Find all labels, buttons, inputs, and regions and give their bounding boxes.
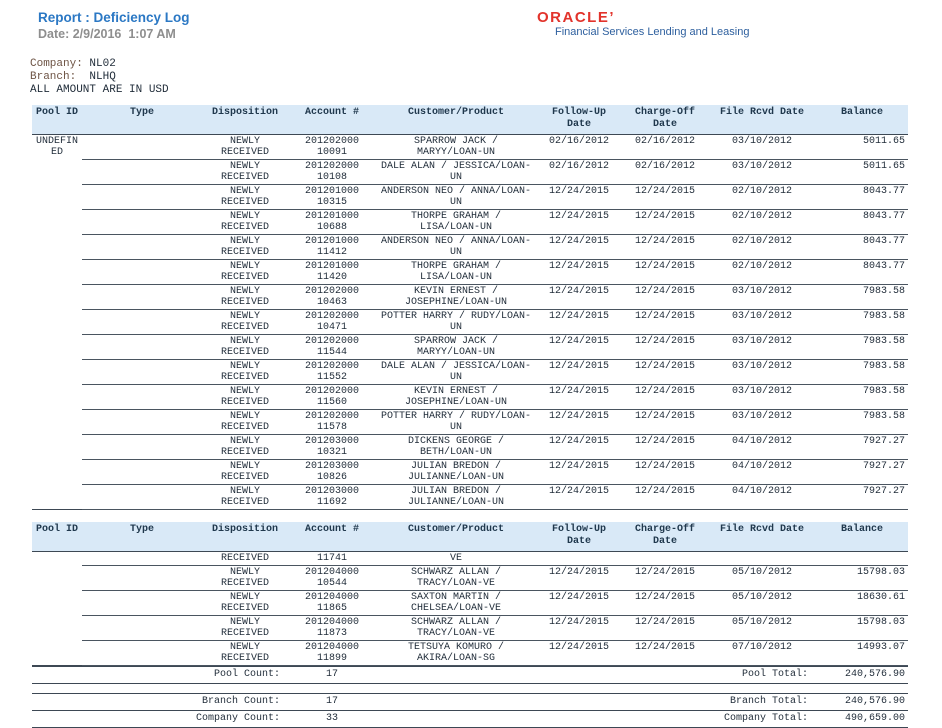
disposition-cell: NEWLY RECEIVED [202, 135, 288, 160]
table-row [32, 210, 908, 235]
table-row [32, 360, 908, 385]
account-cell [288, 260, 376, 285]
customer-product-cell: ANDERSON NEO / ANNA/LOAN-UN [376, 235, 536, 260]
account-line-2: 11899 [316, 653, 347, 664]
account-cell [288, 591, 376, 616]
type-cell [82, 485, 202, 510]
account-line-1: 201201000 [304, 236, 359, 247]
table-row [32, 285, 908, 310]
balance-cell: 8043.77 [816, 235, 908, 260]
company-total-label: Company Total: [724, 713, 809, 724]
charge-off-date-cell: 12/24/2015 [622, 260, 708, 285]
customer-product-cell: ANDERSON NEO / ANNA/LOAN-UN [376, 185, 536, 210]
account-cell [288, 285, 376, 310]
charge-off-date-cell: 12/24/2015 [622, 335, 708, 360]
account-cell [288, 310, 376, 335]
company-value [83, 58, 116, 70]
balance-cell: 8043.77 [816, 210, 908, 235]
balance-cell: 7983.58 [816, 410, 908, 435]
account-cell [288, 210, 376, 235]
pool-id-cell: UNDEFINED [35, 136, 78, 158]
customer-product-cell: JULIAN BREDON / JULIANNE/LOAN-UN [376, 460, 536, 485]
disposition-cell: NEWLY RECEIVED [202, 385, 288, 410]
follow-up-date-cell: 12/24/2015 [536, 285, 622, 310]
pool-id-cell [32, 591, 82, 616]
account-line-2: 10315 [316, 197, 347, 208]
type-cell [82, 641, 202, 666]
file-rcvd-date-cell: 03/10/2012 [708, 135, 816, 160]
column-header-balance: Balance [816, 522, 908, 552]
file-rcvd-date-cell: 03/10/2012 [708, 335, 816, 360]
account-line-2: 10826 [316, 472, 347, 483]
follow-up-date-cell: 12/24/2015 [536, 360, 622, 385]
amounts-note: ALL AMOUNT ARE IN USD [30, 84, 169, 96]
pool-id-cell [32, 435, 82, 460]
charge-off-date-cell: 12/24/2015 [622, 485, 708, 510]
branch-count-label: Branch Count: [32, 694, 288, 711]
branch-value-text: NLHQ [89, 71, 116, 83]
account-line-2: 11420 [316, 272, 347, 283]
company-label: Company: [30, 58, 83, 70]
file-rcvd-date-cell: 02/10/2012 [708, 210, 816, 235]
follow-up-date-cell: 12/24/2015 [536, 435, 622, 460]
file-rcvd-date-cell: 04/10/2012 [708, 485, 816, 510]
charge-off-date-cell: 12/24/2015 [622, 235, 708, 260]
balance-cell: 7983.58 [816, 385, 908, 410]
charge-off-date-cell: 12/24/2015 [622, 641, 708, 666]
disposition-cell: NEWLY RECEIVED [202, 260, 288, 285]
column-header-disposition: Disposition [202, 522, 288, 552]
deficiency-table-page-1 [32, 105, 908, 510]
charge-off-date-cell: 12/24/2015 [622, 566, 708, 591]
branch-value [76, 71, 116, 83]
balance-cell: 7927.27 [816, 485, 908, 510]
balance-cell: 7927.27 [816, 460, 908, 485]
account-line-1: 201202000 [304, 286, 359, 297]
type-cell [82, 135, 202, 160]
file-rcvd-date-cell: 03/10/2012 [708, 285, 816, 310]
oracle-logo: ORACLE’ [537, 9, 615, 26]
file-rcvd-date-cell: 04/10/2012 [708, 460, 816, 485]
table-header-row [32, 522, 908, 552]
oracle-tagline: Financial Services Lending and Leasing [555, 26, 750, 38]
follow-up-date-cell: 12/24/2015 [536, 385, 622, 410]
account-line-2: 11865 [316, 603, 347, 614]
customer-product-cell: DICKENS GEORGE / BETH/LOAN-UN [376, 435, 536, 460]
disposition-cell: NEWLY RECEIVED [202, 435, 288, 460]
charge-off-date-cell: 12/24/2015 [622, 616, 708, 641]
charge-off-date-cell: 12/24/2015 [622, 360, 708, 385]
follow-up-date-cell: 12/24/2015 [536, 260, 622, 285]
pool-total-value: 240,576.90 [845, 669, 906, 680]
disposition-cell: NEWLY RECEIVED [202, 210, 288, 235]
column-header-file-rcvd-date: File Rcvd Date [708, 105, 816, 135]
customer-product-cell: KEVIN ERNEST / JOSEPHINE/LOAN-UN [376, 385, 536, 410]
report-title: Report : Deficiency Log [38, 10, 190, 25]
charge-off-date-cell: 12/24/2015 [622, 285, 708, 310]
file-rcvd-date-cell: 03/10/2012 [708, 410, 816, 435]
type-cell [82, 285, 202, 310]
balance-cell: 14993.07 [816, 641, 908, 666]
customer-product-cell: SPARROW JACK / MARYY/LOAN-UN [376, 335, 536, 360]
charge-off-date-cell: 12/24/2015 [622, 210, 708, 235]
type-cell [82, 552, 202, 566]
disposition-cell: NEWLY RECEIVED [202, 410, 288, 435]
account-cell [288, 185, 376, 210]
table-header-row [32, 105, 908, 135]
account-cell [288, 385, 376, 410]
account-cell [288, 235, 376, 260]
account-line-2: 11560 [316, 397, 347, 408]
disposition-cell: NEWLY RECEIVED [202, 310, 288, 335]
account-line-2: 10471 [316, 322, 347, 333]
pool-total-label: Pool Total: [742, 669, 809, 680]
column-header-follow-up-date: Follow-Up Date [536, 105, 622, 135]
branch-total-label: Branch Total: [376, 694, 816, 711]
customer-product-cell: POTTER HARRY / RUDY/LOAN-UN [376, 410, 536, 435]
account-line-1: 11741 [316, 553, 347, 564]
follow-up-date-cell: 12/24/2015 [536, 185, 622, 210]
branch-total-line [32, 694, 908, 711]
account-line-2: 11692 [316, 497, 347, 508]
pool-totals-row [32, 666, 908, 684]
customer-product-cell: TETSUYA KOMURO / AKIRA/LOAN-SG [376, 641, 536, 666]
column-header-account-number: Account # [288, 522, 376, 552]
follow-up-date-cell: 12/24/2015 [536, 210, 622, 235]
account-line-1: 201203000 [304, 461, 359, 472]
disposition-cell: NEWLY RECEIVED [202, 641, 288, 666]
file-rcvd-date-cell [708, 552, 816, 566]
pool-id-cell [32, 160, 82, 185]
account-line-2: 11578 [316, 422, 347, 433]
balance-cell: 7927.27 [816, 435, 908, 460]
file-rcvd-date-cell: 02/10/2012 [708, 235, 816, 260]
company-total-line [32, 711, 908, 728]
disposition-cell: NEWLY RECEIVED [202, 335, 288, 360]
charge-off-date-cell: 12/24/2015 [622, 310, 708, 335]
account-line-2: 11552 [316, 372, 347, 383]
disposition-cell: NEWLY RECEIVED [202, 485, 288, 510]
follow-up-date-cell: 02/16/2012 [536, 135, 622, 160]
column-header-customer-product: Customer/Product [376, 105, 536, 135]
account-line-2: 10463 [316, 297, 347, 308]
company-count-value: 33 [326, 713, 339, 724]
balance-cell: 7983.58 [816, 285, 908, 310]
follow-up-date-cell: 12/24/2015 [536, 335, 622, 360]
pool-count-value: 17 [326, 669, 339, 680]
charge-off-date-cell: 12/24/2015 [622, 185, 708, 210]
account-line-1: 201202000 [304, 136, 359, 147]
table-row [32, 616, 908, 641]
account-line-1: 201203000 [304, 486, 359, 497]
pool-id-cell [32, 235, 82, 260]
pool-id-cell [32, 385, 82, 410]
follow-up-date-cell: 12/24/2015 [536, 591, 622, 616]
balance-cell: 15798.03 [816, 566, 908, 591]
account-line-1: 201202000 [304, 411, 359, 422]
column-header-pool-id: Pool ID [32, 522, 82, 552]
file-rcvd-date-cell: 05/10/2012 [708, 616, 816, 641]
disposition-cell: NEWLY RECEIVED [202, 360, 288, 385]
balance-cell: 8043.77 [816, 185, 908, 210]
table-row [32, 385, 908, 410]
follow-up-date-cell: 12/24/2015 [536, 410, 622, 435]
customer-product-cell: SCHWARZ ALLAN / TRACY/LOAN-VE [376, 566, 536, 591]
follow-up-date-cell: 12/24/2015 [536, 566, 622, 591]
follow-up-date-cell: 12/24/2015 [536, 235, 622, 260]
table-row [32, 591, 908, 616]
company-count-label: Company Count: [196, 713, 281, 724]
balance-cell: 7983.58 [816, 335, 908, 360]
customer-product-cell: POTTER HARRY / RUDY/LOAN-UN [376, 310, 536, 335]
type-cell [82, 410, 202, 435]
disposition-cell: NEWLY RECEIVED [202, 460, 288, 485]
follow-up-date-cell: 02/16/2012 [536, 160, 622, 185]
table-row [32, 260, 908, 285]
disposition-cell: NEWLY RECEIVED [202, 616, 288, 641]
report-date: Date: 2/9/2016 1:07 AM [38, 27, 176, 41]
type-cell [82, 185, 202, 210]
account-line-2: 10321 [316, 447, 347, 458]
customer-product-cell: DALE ALAN / JESSICA/LOAN-UN [376, 160, 536, 185]
disposition-cell: NEWLY RECEIVED [202, 235, 288, 260]
account-line-1: 201201000 [304, 186, 359, 197]
column-header-disposition: Disposition [202, 105, 288, 135]
balance-cell: 15798.03 [816, 616, 908, 641]
company-info [30, 58, 942, 97]
type-cell [82, 260, 202, 285]
file-rcvd-date-cell: 07/10/2012 [708, 641, 816, 666]
table-row [32, 410, 908, 435]
type-cell [82, 310, 202, 335]
pool-id-cell [32, 460, 82, 485]
file-rcvd-date-cell: 04/10/2012 [708, 435, 816, 460]
charge-off-date-cell: 12/24/2015 [622, 435, 708, 460]
type-cell [82, 210, 202, 235]
table-row [32, 335, 908, 360]
file-rcvd-date-cell: 05/10/2012 [708, 566, 816, 591]
table-row [32, 485, 908, 510]
pool-id-cell [32, 410, 82, 435]
balance-cell [816, 552, 908, 566]
account-cell [288, 135, 376, 160]
type-cell [82, 566, 202, 591]
pool-id-cell [32, 335, 82, 360]
table-row [32, 566, 908, 591]
balance-cell: 8043.77 [816, 260, 908, 285]
account-line-1: 201202000 [304, 361, 359, 372]
column-header-pool-id: Pool ID [32, 105, 82, 135]
disposition-cell: NEWLY RECEIVED [202, 185, 288, 210]
follow-up-date-cell: 12/24/2015 [536, 641, 622, 666]
branch-count-value: 17 [288, 694, 376, 711]
brand-block [537, 9, 749, 38]
account-cell [288, 616, 376, 641]
column-header-type: Type [82, 522, 202, 552]
customer-product-cell: VE [376, 552, 536, 566]
account-cell [288, 160, 376, 185]
charge-off-date-cell [622, 552, 708, 566]
balance-cell: 7983.58 [816, 310, 908, 335]
follow-up-date-cell: 12/24/2015 [536, 310, 622, 335]
pool-id-cell [32, 552, 82, 566]
charge-off-date-cell: 12/24/2015 [622, 591, 708, 616]
account-line-2: 11873 [316, 628, 347, 639]
pool-id-cell [32, 485, 82, 510]
customer-product-cell: SPARROW JACK / MARYY/LOAN-UN [376, 135, 536, 160]
type-cell [82, 435, 202, 460]
company-line [30, 58, 942, 71]
disposition-cell: NEWLY RECEIVED [202, 566, 288, 591]
pool-id-cell [32, 260, 82, 285]
account-cell [288, 410, 376, 435]
account-line-1: 201201000 [304, 211, 359, 222]
pool-id-cell [32, 210, 82, 235]
file-rcvd-date-cell: 02/10/2012 [708, 260, 816, 285]
pool-id-cell [32, 566, 82, 591]
follow-up-date-cell: 12/24/2015 [536, 616, 622, 641]
disposition-cell: NEWLY RECEIVED [202, 591, 288, 616]
pool-id-cell [32, 641, 82, 666]
file-rcvd-date-cell: 05/10/2012 [708, 591, 816, 616]
table-row [32, 185, 908, 210]
table-row [32, 310, 908, 335]
pool-id-cell [32, 185, 82, 210]
disposition-cell: NEWLY RECEIVED [202, 285, 288, 310]
type-cell [82, 591, 202, 616]
balance-cell: 5011.65 [816, 135, 908, 160]
disposition-cell: RECEIVED [202, 552, 288, 566]
account-line-2: 10544 [316, 578, 347, 589]
grand-totals [32, 693, 908, 728]
customer-product-cell: SCHWARZ ALLAN / TRACY/LOAN-VE [376, 616, 536, 641]
account-line-2: 11412 [316, 247, 347, 258]
account-line-2: 10108 [316, 172, 347, 183]
account-cell [288, 641, 376, 666]
customer-product-cell: KEVIN ERNEST / JOSEPHINE/LOAN-UN [376, 285, 536, 310]
balance-cell: 5011.65 [816, 160, 908, 185]
table-row [32, 552, 908, 566]
file-rcvd-date-cell: 03/10/2012 [708, 385, 816, 410]
table-row [32, 235, 908, 260]
account-line-1: 201204000 [304, 592, 359, 603]
company-value-text: NL02 [89, 58, 116, 70]
pool-total-line [32, 667, 908, 684]
account-line-1: 201202000 [304, 386, 359, 397]
customer-product-cell: SAXTON MARTIN / CHELSEA/LOAN-VE [376, 591, 536, 616]
pool-count-label: Pool Count: [214, 669, 281, 680]
pool-id-cell [32, 310, 82, 335]
charge-off-date-cell: 02/16/2012 [622, 135, 708, 160]
follow-up-date-cell [536, 552, 622, 566]
type-cell [82, 235, 202, 260]
customer-product-cell: THORPE GRAHAM / LISA/LOAN-UN [376, 210, 536, 235]
type-cell [82, 385, 202, 410]
type-cell [82, 335, 202, 360]
account-cell [288, 460, 376, 485]
column-header-customer-product: Customer/Product [376, 522, 536, 552]
column-header-charge-off-date: Charge-Off Date [622, 522, 708, 552]
file-rcvd-date-cell: 03/10/2012 [708, 360, 816, 385]
table-row [32, 135, 908, 160]
customer-product-cell: DALE ALAN / JESSICA/LOAN-UN [376, 360, 536, 385]
branch-label: Branch: [30, 71, 77, 83]
follow-up-date-cell: 12/24/2015 [536, 485, 622, 510]
column-header-file-rcvd-date: File Rcvd Date [708, 522, 816, 552]
deficiency-table-page-2 [32, 522, 908, 666]
account-line-1: 201202000 [304, 161, 359, 172]
table-row [32, 641, 908, 666]
pool-id-cell [32, 285, 82, 310]
account-cell [288, 360, 376, 385]
account-cell [288, 552, 376, 566]
column-header-account-number: Account # [288, 105, 376, 135]
type-cell [82, 460, 202, 485]
account-line-1: 201203000 [304, 436, 359, 447]
account-line-1: 201204000 [304, 642, 359, 653]
branch-total-value: 240,576.90 [816, 694, 908, 711]
table-row [32, 435, 908, 460]
column-header-charge-off-date: Charge-Off Date [622, 105, 708, 135]
file-rcvd-date-cell: 02/10/2012 [708, 185, 816, 210]
balance-cell: 18630.61 [816, 591, 908, 616]
account-line-2: 10091 [316, 147, 347, 158]
column-header-balance: Balance [816, 105, 908, 135]
account-cell [288, 335, 376, 360]
type-cell [82, 616, 202, 641]
table-row [32, 160, 908, 185]
column-header-type: Type [82, 105, 202, 135]
disposition-cell: NEWLY RECEIVED [202, 160, 288, 185]
pool-id-cell [32, 360, 82, 385]
charge-off-date-cell: 02/16/2012 [622, 160, 708, 185]
customer-product-cell: JULIAN BREDON / JULIANNE/LOAN-UN [376, 485, 536, 510]
account-cell [288, 435, 376, 460]
file-rcvd-date-cell: 03/10/2012 [708, 160, 816, 185]
account-line-2: 10688 [316, 222, 347, 233]
table-row [32, 460, 908, 485]
account-line-1: 201201000 [304, 261, 359, 272]
file-rcvd-date-cell: 03/10/2012 [708, 310, 816, 335]
type-cell [82, 360, 202, 385]
account-line-1: 201204000 [304, 567, 359, 578]
type-cell [82, 160, 202, 185]
charge-off-date-cell: 12/24/2015 [622, 385, 708, 410]
pool-id-cell [32, 616, 82, 641]
charge-off-date-cell: 12/24/2015 [622, 410, 708, 435]
account-line-1: 201202000 [304, 311, 359, 322]
account-cell [288, 566, 376, 591]
branch-line [30, 71, 942, 84]
customer-product-cell: THORPE GRAHAM / LISA/LOAN-UN [376, 260, 536, 285]
report-header [0, 0, 942, 46]
follow-up-date-cell: 12/24/2015 [536, 460, 622, 485]
balance-cell: 7983.58 [816, 360, 908, 385]
account-line-1: 201204000 [304, 617, 359, 628]
column-header-follow-up-date: Follow-Up Date [536, 522, 622, 552]
account-line-1: 201202000 [304, 336, 359, 347]
company-total-value: 490,659.00 [845, 713, 906, 724]
account-cell [288, 485, 376, 510]
account-line-2: 11544 [316, 347, 347, 358]
charge-off-date-cell: 12/24/2015 [622, 460, 708, 485]
